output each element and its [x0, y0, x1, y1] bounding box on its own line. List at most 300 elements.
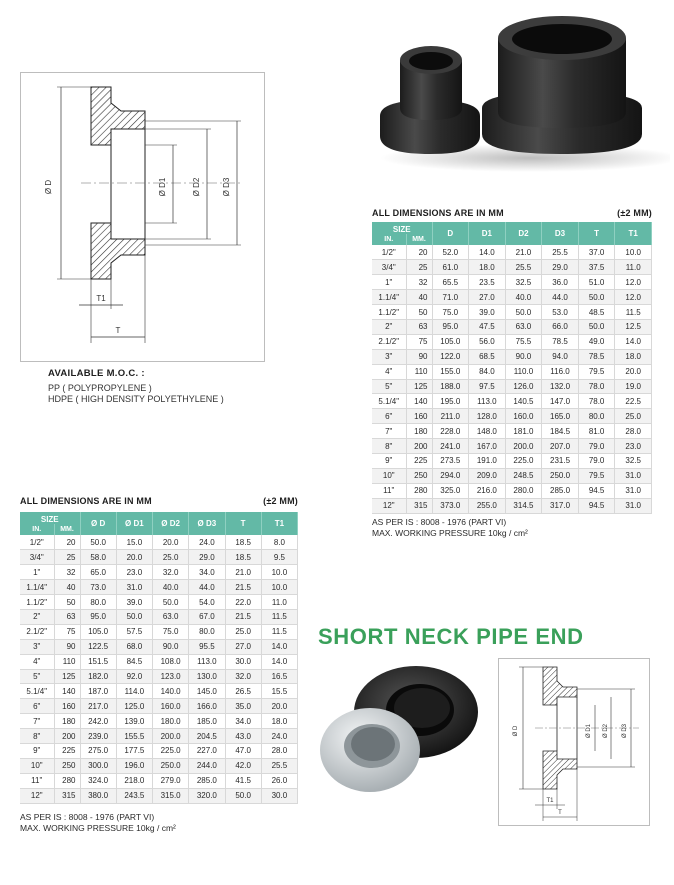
dimension-cell: 160.0	[505, 409, 542, 424]
dimension-cell: 34.0	[189, 565, 225, 580]
dimension-cell: 113.0	[189, 654, 225, 669]
dimension-cell: 147.0	[542, 394, 579, 409]
dimension-cell: 14.0	[261, 654, 297, 669]
col-header-od3: Ø D3	[189, 512, 225, 535]
table-row	[20, 639, 298, 654]
dimension-cell: 24.0	[189, 535, 225, 550]
dimension-cell: 32.5	[615, 453, 652, 468]
dimension-cell: 61.0	[432, 260, 469, 275]
table-row	[372, 453, 652, 468]
dimension-cell: 177.5	[116, 743, 152, 758]
dimension-cell: 42.0	[225, 758, 261, 773]
dimension-cell: 165.0	[542, 409, 579, 424]
dimension-cell: 122.0	[432, 349, 469, 364]
dimension-cell: 130.0	[189, 669, 225, 684]
dimension-cell: 49.0	[578, 334, 615, 349]
dimension-cell: 28.0	[615, 424, 652, 439]
in-header: IN.	[372, 234, 406, 245]
dimension-cell: 151.5	[80, 654, 116, 669]
dimension-cell: 18.5	[225, 550, 261, 565]
dimension-cell: 145.0	[189, 684, 225, 699]
short-label-od3: Ø D3	[622, 723, 628, 739]
size-mm-cell: 160	[406, 409, 432, 424]
dimension-cell: 15.0	[116, 535, 152, 550]
standard-note: AS PER IS : 8008 - 1976 (PART VI)	[372, 517, 507, 527]
dimension-cell: 244.0	[189, 758, 225, 773]
dimension-cell: 184.5	[542, 424, 579, 439]
dimension-cell: 24.0	[261, 729, 297, 744]
size-inch-cell: 2"	[20, 609, 54, 624]
dimension-cell: 25.5	[542, 245, 579, 260]
left-table-heading	[20, 496, 298, 506]
table-row	[372, 290, 652, 305]
size-mm-cell: 25	[406, 260, 432, 275]
dimension-cell: 105.0	[432, 334, 469, 349]
dimension-cell: 12.5	[615, 319, 652, 334]
size-mm-cell: 315	[406, 498, 432, 513]
size-inch-cell: 1.1/2"	[20, 595, 54, 610]
dimension-cell: 125.0	[116, 699, 152, 714]
table-row	[372, 498, 652, 513]
dimension-cell: 23.0	[615, 439, 652, 454]
dimension-cell: 317.0	[542, 498, 579, 513]
size-mm-cell: 225	[54, 743, 80, 758]
dimension-cell: 114.0	[116, 684, 152, 699]
col-header-d3: D3	[542, 222, 579, 245]
dimension-cell: 67.0	[189, 609, 225, 624]
dimension-cell: 140.0	[153, 684, 189, 699]
dimension-cell: 25.5	[261, 758, 297, 773]
dimension-cell: 22.0	[225, 595, 261, 610]
dimension-cell: 41.5	[225, 773, 261, 788]
dimension-cell: 21.5	[225, 580, 261, 595]
standard-note: AS PER IS : 8008 - 1976 (PART VI)	[20, 812, 155, 822]
table-row	[20, 609, 298, 624]
table-row	[20, 624, 298, 639]
right-table-notes	[372, 517, 528, 539]
table-row	[372, 364, 652, 379]
dimension-cell: 21.5	[225, 609, 261, 624]
table-row	[20, 595, 298, 610]
label-t: T	[115, 326, 121, 335]
size-inch-cell: 1.1/4"	[372, 290, 406, 305]
dimension-cell: 108.0	[153, 654, 189, 669]
dimension-cell: 20.0	[261, 699, 297, 714]
dimension-cell: 90.0	[153, 639, 189, 654]
dimension-cell: 227.0	[189, 743, 225, 758]
size-mm-cell: 180	[406, 424, 432, 439]
dimension-cell: 225.0	[505, 453, 542, 468]
dimension-cell: 75.5	[505, 334, 542, 349]
dimension-cell: 204.5	[189, 729, 225, 744]
dimension-cell: 54.0	[189, 595, 225, 610]
dimension-cell: 50.0	[225, 788, 261, 803]
dimension-cell: 182.0	[80, 669, 116, 684]
dimension-cell: 53.0	[542, 305, 579, 320]
dimension-cell: 90.0	[505, 349, 542, 364]
dimension-cell: 20.0	[153, 535, 189, 550]
dimension-cell: 324.0	[80, 773, 116, 788]
size-inch-cell: 5"	[372, 379, 406, 394]
table-row	[372, 409, 652, 424]
dimension-cell: 92.0	[116, 669, 152, 684]
table-row	[20, 758, 298, 773]
dimension-cell: 79.5	[578, 364, 615, 379]
dimension-cell: 32.5	[505, 275, 542, 290]
dimension-cell: 95.5	[189, 639, 225, 654]
dimension-cell: 35.0	[225, 699, 261, 714]
drawing-long-neck	[20, 72, 265, 362]
dimension-cell: 195.0	[432, 394, 469, 409]
size-inch-cell: 11"	[20, 773, 54, 788]
dimension-cell: 180.0	[153, 714, 189, 729]
dimension-cell: 18.0	[261, 714, 297, 729]
table-row	[20, 684, 298, 699]
table-row	[372, 245, 652, 260]
size-mm-cell: 25	[54, 550, 80, 565]
table-row	[372, 260, 652, 275]
dimension-cell: 66.0	[542, 319, 579, 334]
dimension-cell: 25.0	[225, 624, 261, 639]
dimension-cell: 18.0	[615, 349, 652, 364]
size-inch-cell: 10"	[372, 468, 406, 483]
dimension-cell: 196.0	[116, 758, 152, 773]
col-header-od2: Ø D2	[153, 512, 189, 535]
size-inch-cell: 1.1/2"	[372, 305, 406, 320]
dimension-cell: 148.0	[469, 424, 506, 439]
table-row	[20, 580, 298, 595]
dimensions-table-left	[20, 512, 298, 804]
dimension-cell: 94.5	[578, 498, 615, 513]
dimension-cell: 23.5	[469, 275, 506, 290]
size-mm-cell: 315	[54, 788, 80, 803]
dimension-cell: 56.0	[469, 334, 506, 349]
dimension-cell: 68.5	[469, 349, 506, 364]
dimensions-table-right	[372, 222, 652, 514]
col-header-d: D	[432, 222, 469, 245]
dimension-cell: 11.0	[615, 260, 652, 275]
dimension-cell: 21.0	[225, 565, 261, 580]
dimension-cell: 140.5	[505, 394, 542, 409]
size-mm-cell: 32	[54, 565, 80, 580]
dimension-cell: 294.0	[432, 468, 469, 483]
dimension-cell: 188.0	[432, 379, 469, 394]
dimension-cell: 25.5	[505, 260, 542, 275]
size-mm-cell: 200	[406, 439, 432, 454]
table-row	[20, 669, 298, 684]
pressure-note: MAX. WORKING PRESSURE 10kg / cm²	[372, 528, 528, 538]
size-mm-cell: 63	[406, 319, 432, 334]
size-inch-cell: 1"	[372, 275, 406, 290]
dimension-cell: 79.5	[578, 468, 615, 483]
table-row	[20, 714, 298, 729]
dimension-cell: 242.0	[80, 714, 116, 729]
dimension-cell: 80.0	[578, 409, 615, 424]
dimension-cell: 126.0	[505, 379, 542, 394]
size-inch-cell: 8"	[20, 729, 54, 744]
dimension-cell: 320.0	[189, 788, 225, 803]
size-mm-cell: 32	[406, 275, 432, 290]
size-inch-cell: 5"	[20, 669, 54, 684]
dimension-cell: 26.0	[261, 773, 297, 788]
dimension-cell: 228.0	[432, 424, 469, 439]
table-row	[372, 439, 652, 454]
size-inch-cell: 6"	[372, 409, 406, 424]
size-mm-cell: 140	[406, 394, 432, 409]
dimension-cell: 32.0	[225, 669, 261, 684]
table-row	[20, 773, 298, 788]
size-inch-cell: 3"	[20, 639, 54, 654]
size-inch-cell: 1.1/4"	[20, 580, 54, 595]
size-mm-cell: 160	[54, 699, 80, 714]
dimension-cell: 181.0	[505, 424, 542, 439]
dimension-cell: 209.0	[469, 468, 506, 483]
table-row	[20, 729, 298, 744]
dimension-cell: 63.0	[505, 319, 542, 334]
dimension-cell: 68.0	[116, 639, 152, 654]
dimension-cell: 167.0	[469, 439, 506, 454]
col-header-t1: T1	[261, 512, 297, 535]
size-mm-cell: 20	[54, 535, 80, 550]
dimension-cell: 207.0	[542, 439, 579, 454]
table-row	[20, 654, 298, 669]
drawing-short-neck	[498, 658, 650, 826]
label-od: Ø D	[44, 179, 53, 195]
dimension-cell: 43.0	[225, 729, 261, 744]
size-header: SIZE	[20, 512, 80, 524]
col-header-d2: D2	[505, 222, 542, 245]
dimension-cell: 160.0	[153, 699, 189, 714]
dimension-cell: 10.0	[261, 580, 297, 595]
size-inch-cell: 1/2"	[372, 245, 406, 260]
size-mm-cell: 280	[54, 773, 80, 788]
dimension-cell: 250.0	[542, 468, 579, 483]
table-row	[20, 535, 298, 550]
dimension-cell: 122.5	[80, 639, 116, 654]
col-header-d1: D1	[469, 222, 506, 245]
size-inch-cell: 1/2"	[20, 535, 54, 550]
size-inch-cell: 5.1/4"	[372, 394, 406, 409]
dimension-cell: 31.0	[116, 580, 152, 595]
size-mm-cell: 110	[54, 654, 80, 669]
table-row	[20, 788, 298, 803]
dimension-cell: 255.0	[469, 498, 506, 513]
product-photo-short-neck	[312, 658, 482, 798]
dimension-cell: 34.0	[225, 714, 261, 729]
dimension-cell: 14.0	[261, 639, 297, 654]
table-row	[372, 424, 652, 439]
size-mm-cell: 40	[406, 290, 432, 305]
dimension-cell: 300.0	[80, 758, 116, 773]
size-mm-cell: 50	[406, 305, 432, 320]
dimension-cell: 79.0	[578, 439, 615, 454]
table-row	[20, 743, 298, 758]
in-header: IN.	[20, 524, 54, 535]
dimension-cell: 10.0	[261, 565, 297, 580]
col-header-t: T	[225, 512, 261, 535]
dimension-cell: 37.0	[578, 245, 615, 260]
dimension-cell: 20.0	[116, 550, 152, 565]
size-mm-cell: 140	[54, 684, 80, 699]
size-inch-cell: 2.1/2"	[372, 334, 406, 349]
dimension-cell: 279.0	[153, 773, 189, 788]
dimension-cell: 27.0	[225, 639, 261, 654]
size-inch-cell: 3/4"	[372, 260, 406, 275]
table-row	[20, 550, 298, 565]
dimension-cell: 218.0	[116, 773, 152, 788]
dimension-cell: 216.0	[469, 483, 506, 498]
dimension-cell: 123.0	[153, 669, 189, 684]
dimension-cell: 65.0	[80, 565, 116, 580]
dimension-cell: 241.0	[432, 439, 469, 454]
dimension-cell: 97.5	[469, 379, 506, 394]
dimension-cell: 14.0	[615, 334, 652, 349]
dimension-cell: 84.5	[116, 654, 152, 669]
dimension-cell: 280.0	[505, 483, 542, 498]
dimension-cell: 32.0	[153, 565, 189, 580]
size-mm-cell: 250	[406, 468, 432, 483]
dimension-cell: 78.5	[578, 349, 615, 364]
dimension-cell: 75.0	[153, 624, 189, 639]
table-row	[372, 275, 652, 290]
dimension-cell: 84.0	[469, 364, 506, 379]
label-od1: Ø D1	[158, 177, 167, 197]
col-header-od: Ø D	[80, 512, 116, 535]
dimension-cell: 23.0	[116, 565, 152, 580]
dimension-cell: 22.5	[615, 394, 652, 409]
size-mm-cell: 75	[54, 624, 80, 639]
dimension-cell: 78.5	[542, 334, 579, 349]
size-inch-cell: 11"	[372, 483, 406, 498]
size-header: SIZE	[372, 222, 432, 234]
dimension-cell: 81.0	[578, 424, 615, 439]
dimension-cell: 155.5	[116, 729, 152, 744]
dimension-cell: 10.0	[615, 245, 652, 260]
left-dims-title: ALL DIMENSIONS ARE IN MM	[20, 496, 152, 506]
table-row	[372, 483, 652, 498]
dimension-cell: 50.0	[153, 595, 189, 610]
table-row	[372, 468, 652, 483]
left-table-notes	[20, 812, 176, 834]
dimension-cell: 191.0	[469, 453, 506, 468]
size-inch-cell: 8"	[372, 439, 406, 454]
size-inch-cell: 5.1/4"	[20, 684, 54, 699]
dimension-cell: 40.0	[153, 580, 189, 595]
size-inch-cell: 3"	[372, 349, 406, 364]
dimension-cell: 16.5	[261, 669, 297, 684]
size-inch-cell: 7"	[20, 714, 54, 729]
dimension-cell: 132.0	[542, 379, 579, 394]
short-label-od1: Ø D1	[586, 723, 592, 739]
dimension-cell: 50.0	[578, 290, 615, 305]
dimension-cell: 57.5	[116, 624, 152, 639]
dimension-cell: 40.0	[505, 290, 542, 305]
dimension-cell: 26.5	[225, 684, 261, 699]
right-dims-tolerance: (±2 MM)	[617, 208, 652, 218]
col-header-t: T	[578, 222, 615, 245]
size-mm-cell: 50	[54, 595, 80, 610]
dimension-cell: 50.0	[578, 319, 615, 334]
moc-line-pp: PP ( POLYPROPYLENE )	[48, 383, 152, 393]
dimension-cell: 12.0	[615, 290, 652, 305]
dimension-cell: 211.0	[432, 409, 469, 424]
dimension-cell: 47.5	[469, 319, 506, 334]
dimension-cell: 39.0	[469, 305, 506, 320]
dimension-cell: 63.0	[153, 609, 189, 624]
size-inch-cell: 12"	[372, 498, 406, 513]
size-inch-cell: 1"	[20, 565, 54, 580]
size-inch-cell: 6"	[20, 699, 54, 714]
dimension-cell: 380.0	[80, 788, 116, 803]
dimension-cell: 105.0	[80, 624, 116, 639]
size-inch-cell: 3/4"	[20, 550, 54, 565]
dimension-cell: 28.0	[261, 743, 297, 758]
dimension-cell: 217.0	[80, 699, 116, 714]
dimension-cell: 25.0	[615, 409, 652, 424]
size-inch-cell: 9"	[372, 453, 406, 468]
dimension-cell: 31.0	[615, 468, 652, 483]
dimension-cell: 19.0	[615, 379, 652, 394]
dimension-cell: 80.0	[189, 624, 225, 639]
dimension-cell: 18.5	[225, 535, 261, 550]
dimension-cell: 50.0	[505, 305, 542, 320]
dimension-cell: 200.0	[153, 729, 189, 744]
dimension-cell: 128.0	[469, 409, 506, 424]
dimension-cell: 110.0	[505, 364, 542, 379]
dimension-cell: 47.0	[225, 743, 261, 758]
dimension-cell: 44.0	[542, 290, 579, 305]
dimension-cell: 50.0	[116, 609, 152, 624]
dimension-cell: 94.5	[578, 483, 615, 498]
dimension-cell: 95.0	[432, 319, 469, 334]
size-mm-cell: 90	[406, 349, 432, 364]
dimension-cell: 275.0	[80, 743, 116, 758]
dimension-cell: 9.5	[261, 550, 297, 565]
dimension-cell: 94.0	[542, 349, 579, 364]
dimension-cell: 79.0	[578, 453, 615, 468]
dimension-cell: 11.5	[261, 624, 297, 639]
dimension-cell: 12.0	[615, 275, 652, 290]
dimension-cell: 31.0	[615, 483, 652, 498]
col-header-od1: Ø D1	[116, 512, 152, 535]
size-mm-cell: 200	[54, 729, 80, 744]
label-od3: Ø D3	[222, 177, 231, 197]
size-mm-cell: 90	[54, 639, 80, 654]
dimension-cell: 231.5	[542, 453, 579, 468]
dimension-cell: 166.0	[189, 699, 225, 714]
size-inch-cell: 2.1/2"	[20, 624, 54, 639]
mm-header: MM.	[406, 234, 432, 245]
size-inch-cell: 4"	[372, 364, 406, 379]
size-mm-cell: 125	[406, 379, 432, 394]
right-dims-title: ALL DIMENSIONS ARE IN MM	[372, 208, 504, 218]
size-inch-cell: 2"	[372, 319, 406, 334]
product-photo-long-neck	[370, 8, 670, 173]
dimension-cell: 8.0	[261, 535, 297, 550]
table-row	[20, 565, 298, 580]
dimension-cell: 314.5	[505, 498, 542, 513]
dimension-cell: 11.0	[261, 595, 297, 610]
size-inch-cell: 10"	[20, 758, 54, 773]
dimension-cell: 250.0	[153, 758, 189, 773]
dimension-cell: 73.0	[80, 580, 116, 595]
size-mm-cell: 75	[406, 334, 432, 349]
size-mm-cell: 40	[54, 580, 80, 595]
dimension-cell: 18.0	[469, 260, 506, 275]
label-od2: Ø D2	[192, 177, 201, 197]
size-inch-cell: 7"	[372, 424, 406, 439]
table-row	[372, 305, 652, 320]
